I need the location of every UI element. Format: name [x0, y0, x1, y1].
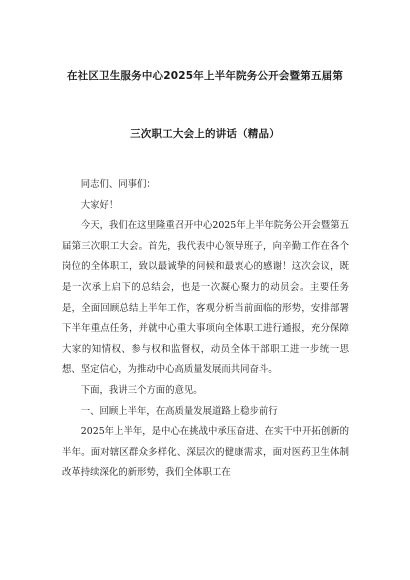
document-body [62, 175, 349, 484]
body-paragraph: 2025年上半年，是中心在挑战中承压奋进、在实干中开拓创新的半年。面对辖区群众多样化、深层次的健康需求，面对医药卫生体制改革持续深化的新形势，我们全体职工在 [62, 426, 349, 479]
body-paragraph: 今天，我们在这里隆重召开中心2025年上半年院务公开会暨第五届第三次职工大会。首先，我代表中心领导班子，向辛勤工作在各个岗位的全体职工，致以最诚挚的问候和最衷心的感谢！这次会议，既是一次承上启下的总结会，也是一次凝心聚力的动员会。主要任务是，全面回顾总结上半年工作，客观分析当前面临的形势，安排部署下半年重点任务，并就中心重大事项向全体职工进行通报，充分保障大家的知情权、参与权和监督权，动员全体干部职工进一步统一思想、坚定信心，为推动中心高质量发展而共同奋斗。 [62, 220, 349, 376]
section-heading: 一、回顾上半年，在高质量发展道路上稳步前行 [80, 405, 278, 417]
body-paragraph: 下面，我讲三个方面的意见。 [80, 384, 203, 396]
document-title-line-2: 三次职工大会上的讲话（精品） [130, 128, 280, 140]
greeting-paragraph: 大家好！ [80, 199, 119, 211]
salutation-paragraph: 同志们、同事们： [80, 179, 156, 190]
document-title-line-1: 在社区卫生服务中心2025年上半年院务公开会暨第五届第 [66, 70, 344, 82]
